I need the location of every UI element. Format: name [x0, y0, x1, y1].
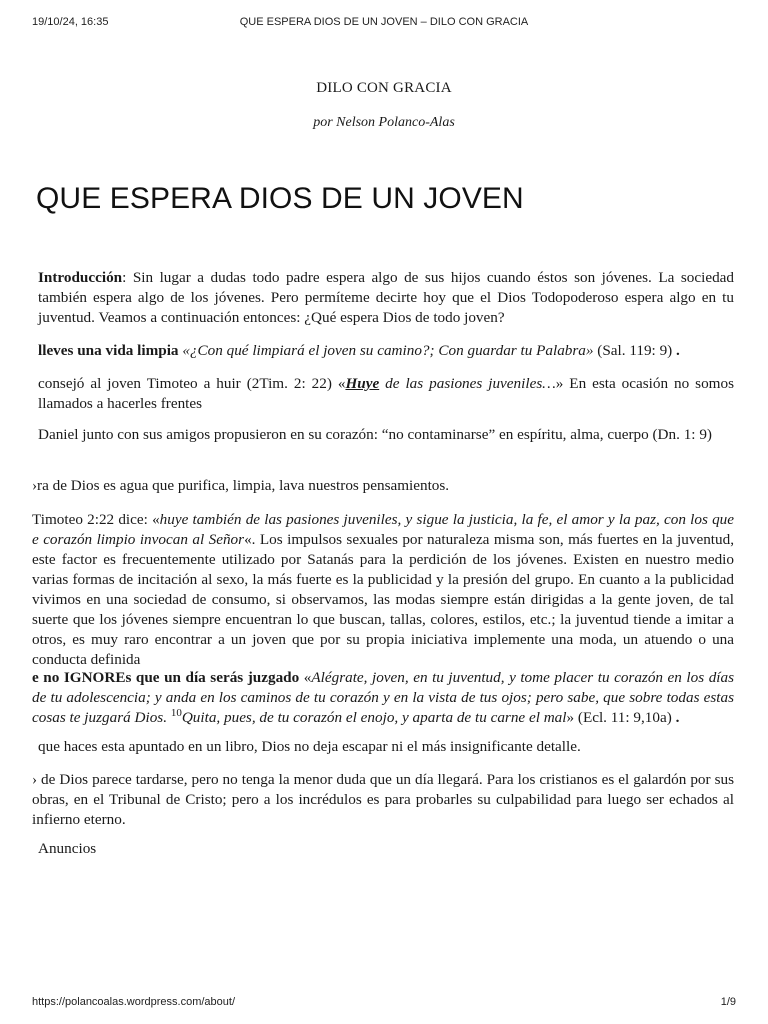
paragraph-impulsos	[32, 510, 734, 670]
blog-name: DILO CON GRACIA	[316, 80, 452, 96]
paragraph-impulsos-quote: huye también de las pasiones juveniles, y sigue la justicia, la fe, el amor y la paz, con los que e corazón limpio invocan al Señor	[32, 511, 734, 548]
page-number: 1/9	[720, 996, 736, 1008]
paragraph-timoteo	[38, 374, 734, 414]
ads-label: Anuncios	[38, 840, 97, 857]
article-title: QUE ESPERA DIOS DE UN JOVEN	[36, 182, 524, 215]
point-1-ref: (Sal. 119: 9)	[593, 342, 677, 359]
print-datetime: 19/10/24, 16:35	[32, 16, 109, 28]
paragraph-timoteo-pre: consejó al joven Timoteo a huir (2Tim. 2: 22) «	[38, 375, 346, 392]
point-2-paragraph	[32, 668, 734, 728]
paragraph-timoteo-post: » En esta ocasión no somos llamados a hacerles frentes	[38, 375, 735, 412]
paragraph-libro: que haces esta apuntado en un libro, Dios no deja escapar ni el más insignificante detalle.	[38, 738, 581, 755]
intro-label: Introducción	[38, 269, 123, 286]
point-1-paragraph	[38, 341, 734, 361]
point-2-ref: » (Ecl. 11: 9,10a)	[566, 709, 676, 726]
point-2-open: «	[299, 669, 312, 686]
point-2-end: .	[675, 709, 680, 726]
paragraph-timoteo-quote: de las pasiones juveniles…	[379, 375, 556, 392]
footer-url: https://polancoalas.wordpress.com/about/	[32, 996, 236, 1008]
verse-number: 10	[170, 707, 182, 719]
paragraph-impulsos-pre: Timoteo 2:22 dice: «	[32, 511, 160, 528]
intro-paragraph	[38, 268, 734, 328]
point-1-quote: «¿Con qué limpiará el joven su camino?; Con guardar tu Palabra»	[182, 342, 594, 359]
paragraph-impulsos-post: «. Los impulsos sexuales por naturaleza misma son, más fuertes en la juventud, este factor es frecuentemente utilizado por Satanás para la perdición de los jóvenes. Existen en nuestro medio varias formas de incitación al sexo, la más fuerte es la publicidad y la presión del grupo. En cuanto a la publicidad vivimos en una sociedad de consumo, si observamos, las modas siempre están dirigidas a la gente joven, de tal suerte que los jóvenes siempre encuentran lo que buscan, tallas, colores, estilos, etc.; la juventud tiende a imitar a otros, es muy raro encontrar a un joven que por su propia iniciativa implemente una moda, un atuendo o una conducta definida	[32, 531, 734, 668]
paragraph-juicio: › de Dios parece tardarse, pero no tenga la menor duda que un día llegará. Para los cristianos es el galardón por sus obras, en el Tribunal de Cristo; pero a los incrédulos es para probarles su culpabilidad para luego ser echados al infierno eterno.	[32, 771, 734, 828]
paragraph-daniel: Daniel junto con sus amigos propusieron en su corazón: “no contaminarse” en espíritu, alma, cuerpo (Dn. 1: 9)	[38, 426, 712, 443]
blog-author: por Nelson Polanco-Alas	[313, 115, 455, 130]
paragraph-agua: ›ra de Dios es agua que purifica, limpia, lava nuestros pensamientos.	[32, 477, 450, 494]
point-2-quote: Alégrate, joven, en tu juventud, y tome placer tu corazón en los días de tu adolescencia; y anda en los caminos de tu corazón y en la vista de tus ojos; pero sabe, que sobre todas estas cosas te juzgará Dios.	[32, 669, 735, 726]
point-2-heading: e no IGNOREs que un día serás juzgado	[32, 669, 300, 686]
huye-link[interactable]: Huye	[345, 375, 380, 392]
point-1-end: .	[676, 342, 680, 359]
print-doc-title: QUE ESPERA DIOS DE UN JOVEN – DILO CON GRACIA	[239, 16, 529, 28]
intro-text: : Sin lugar a dudas todo padre espera algo de sus hijos cuando éstos son jóvenes. La sociedad también espera algo de los jóvenes. Pero permíteme decirte hoy que el Dios Todopoderoso espera algo en tu juventud. Veamos a continuación entonces: ¿Qué espera Dios de todo joven?	[38, 269, 734, 326]
point-1-heading: lleves una vida limpia	[38, 342, 179, 359]
point-2-quote-2: Quita, pues, de tu corazón el enojo, y aparta de tu carne el mal	[181, 709, 567, 726]
